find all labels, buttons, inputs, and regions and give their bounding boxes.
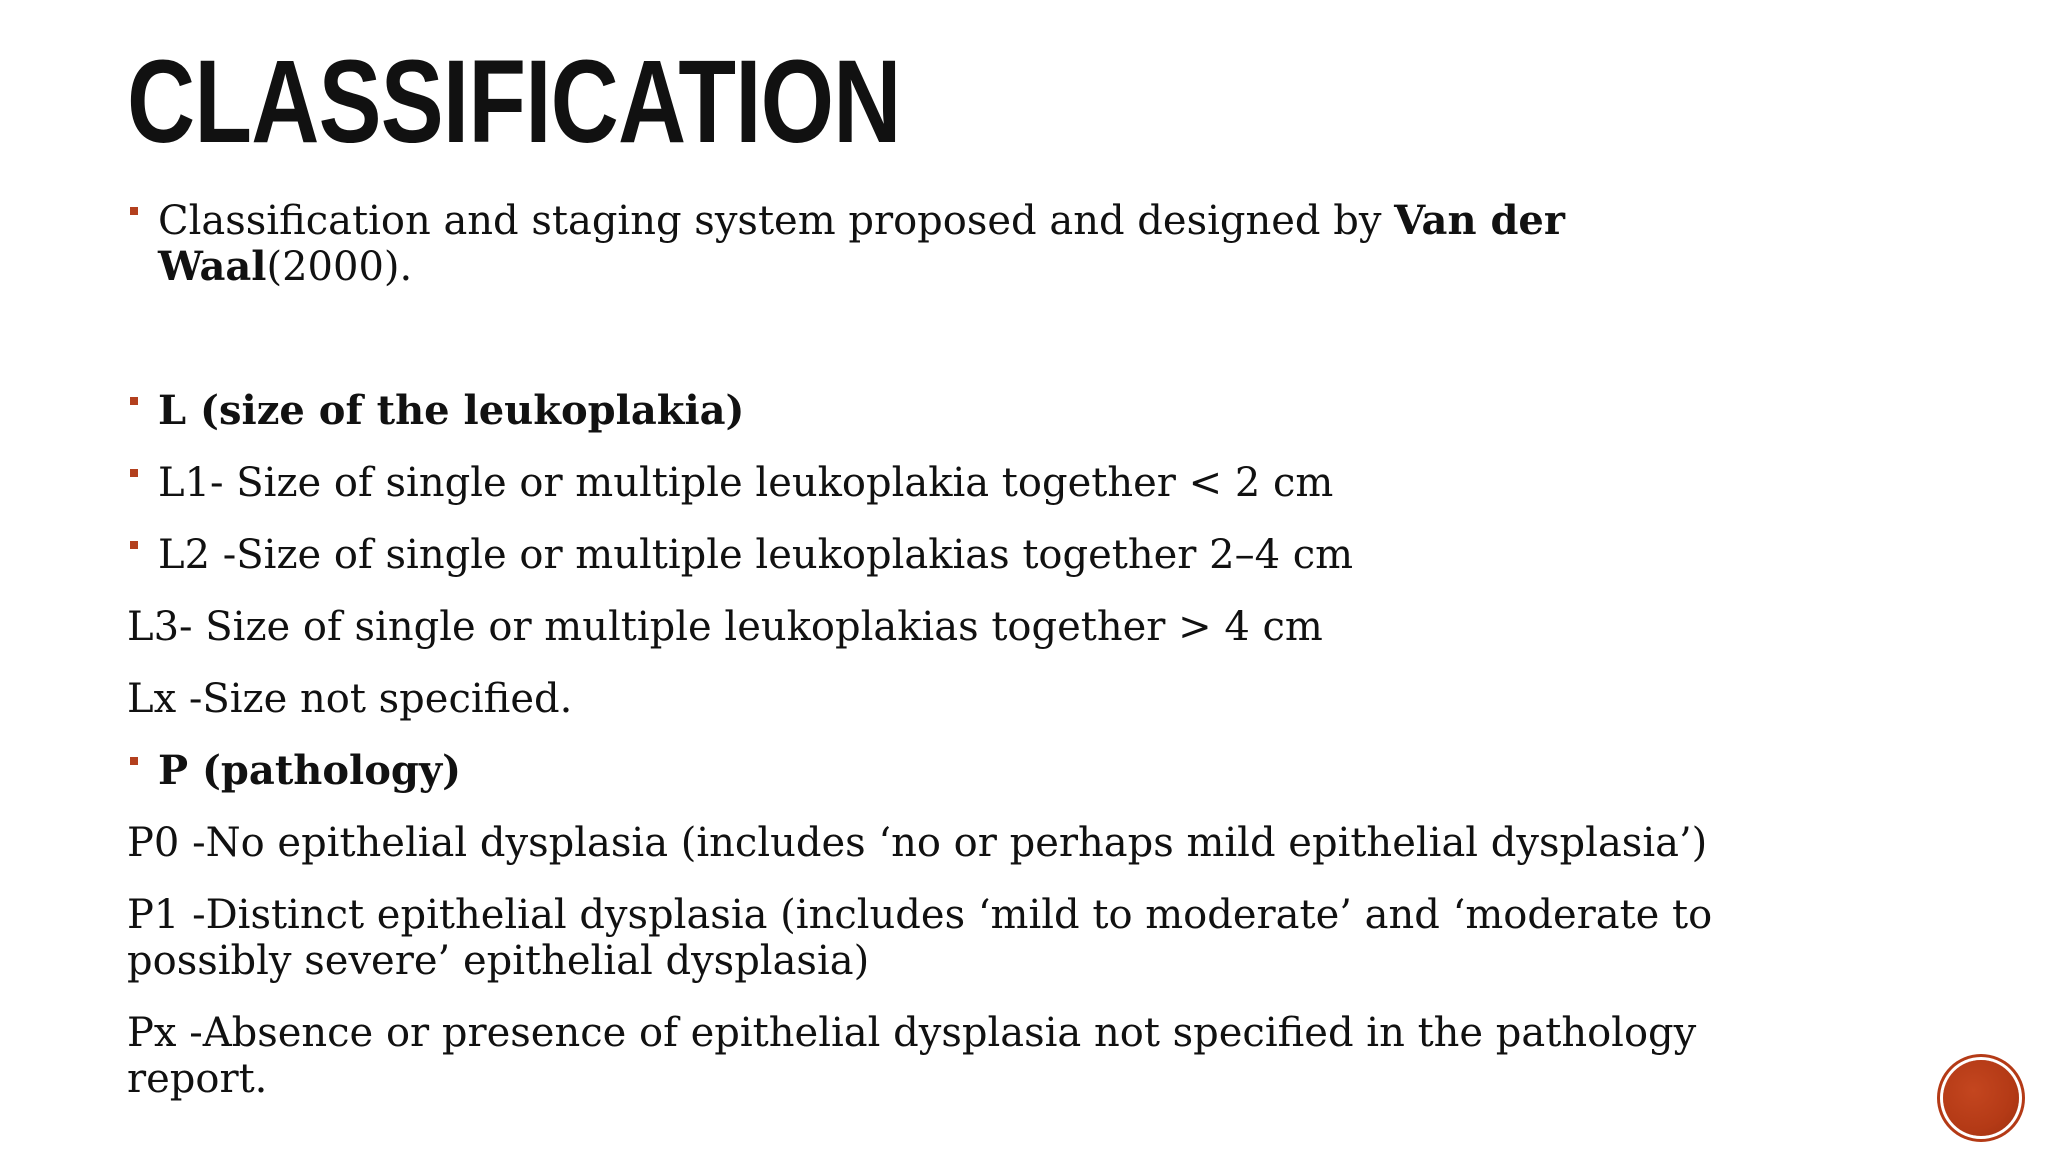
intro-line — [127, 198, 1727, 290]
bullet-marker — [130, 397, 138, 405]
slide-body — [127, 198, 1727, 1128]
body-line — [127, 604, 1727, 650]
intro-year: (2000). — [266, 244, 413, 290]
body-line-text: L2 -Size of single or multiple leukoplakias together 2–4 cm — [158, 532, 1354, 578]
body-line — [127, 1010, 1727, 1102]
body-line-text: L3- Size of single or multiple leukoplakias together > 4 cm — [127, 604, 1323, 650]
body-line — [127, 748, 1727, 794]
body-line — [127, 820, 1727, 866]
body-line-text: P1 -Distinct epithelial dysplasia (includes ‘mild to moderate’ and ‘moderate to possibly severe’ epithelial dysplasia) — [127, 892, 1713, 984]
body-line — [127, 388, 1727, 434]
intro-author: Van der Waal — [158, 197, 1565, 290]
body-line — [127, 532, 1727, 578]
bullet-marker — [130, 757, 138, 765]
bullet-marker — [130, 207, 138, 215]
body-line-text: P0 -No epithelial dysplasia (includes ‘no or perhaps mild epithelial dysplasia’) — [127, 820, 1708, 866]
intro-text: Classification and staging system proposed and designed by — [158, 198, 1395, 244]
slide-title: CLASSIFICATION — [127, 36, 901, 168]
body-line — [127, 892, 1727, 984]
accent-circle-decoration — [1943, 1060, 2019, 1136]
body-line-text: Lx -Size not specified. — [127, 676, 573, 722]
body-line — [127, 676, 1727, 722]
body-lines — [127, 388, 1727, 1102]
bullet-marker — [130, 541, 138, 549]
bullet-marker — [130, 469, 138, 477]
spacer — [127, 316, 1727, 388]
body-line — [127, 460, 1727, 506]
body-line-text: L1- Size of single or multiple leukoplakia together < 2 cm — [158, 460, 1334, 506]
body-line-text: Px -Absence or presence of epithelial dysplasia not specified in the pathology report. — [127, 1010, 1697, 1102]
body-line-text: L (size of the leukoplakia) — [158, 387, 745, 434]
body-line-text: P (pathology) — [158, 747, 462, 794]
